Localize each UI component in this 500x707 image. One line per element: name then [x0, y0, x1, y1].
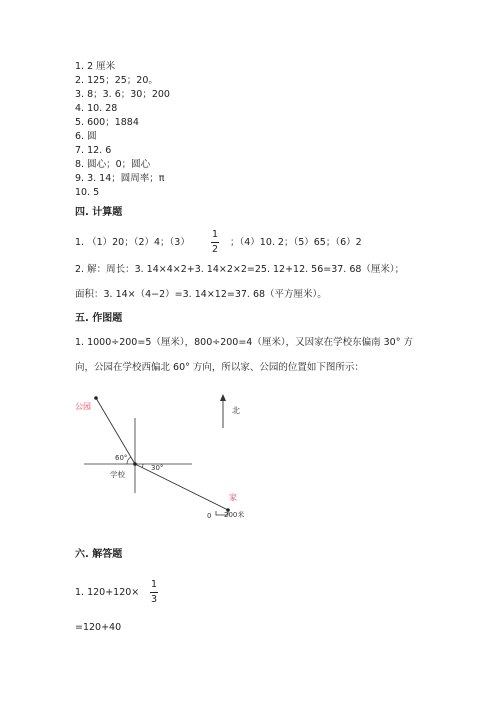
- angle-60-label: 60°: [115, 454, 128, 462]
- answer-item: 1. 2 厘米: [75, 61, 116, 72]
- answer-item: 5. 600；1884: [75, 117, 139, 128]
- solve-q1-fraction: [150, 580, 158, 605]
- solve-q1-text: 1. 120+120×: [75, 587, 140, 598]
- angle-30-label: 30°: [151, 464, 164, 472]
- fraction-denominator: 2: [211, 244, 219, 255]
- calc-q2-line2: 面积：3. 14×（4−2）=3. 14×12=37. 68（平方厘米）。: [75, 289, 327, 300]
- park-label: 公园: [75, 402, 91, 411]
- location-diagram: [70, 392, 260, 532]
- school-label: 学校: [110, 470, 125, 479]
- section-5-title: 五. 作图题: [75, 313, 123, 324]
- drawing-q1-line2: 向，公园在学校西偏北 60° 方向，所以家、公园的位置如下图所示：: [75, 362, 364, 373]
- answer-item: 7. 12. 6: [75, 145, 112, 156]
- answer-item: 8. 圆心；0；圆心: [75, 159, 151, 170]
- answer-item: 2. 125；25；20。: [75, 75, 158, 86]
- section-4-title: 四. 计算题: [75, 207, 123, 218]
- fraction-numerator: 1: [150, 579, 158, 590]
- north-label: 北: [232, 406, 240, 415]
- calc-q1-part-a: 1. （1）20；（2）4；（3）: [75, 237, 190, 248]
- park-point: [94, 396, 98, 400]
- fraction-bar: [150, 592, 158, 593]
- north-arrow-head-icon: [220, 394, 226, 401]
- answer-item: 9. 3. 14；圆周率；π: [75, 173, 165, 184]
- fraction-numerator: 1: [211, 229, 219, 240]
- angle-60-arc: [127, 457, 131, 464]
- answer-item: 3. 8；3. 6；30；200: [75, 89, 170, 100]
- home-label: 家: [229, 493, 237, 502]
- scale-distance-label: 200米: [224, 511, 245, 519]
- calc-q1-part-b: ；（4）10. 2；（5）65；（6）2: [230, 237, 362, 248]
- answer-item: 6. 圆: [75, 131, 97, 142]
- section-6-title: 六. 解答题: [75, 549, 123, 560]
- fraction-denominator: 3: [150, 594, 158, 605]
- scale-zero-label: 0: [207, 512, 212, 520]
- answer-item: 4. 10. 28: [75, 103, 118, 114]
- answer-item: 10. 5: [75, 187, 100, 198]
- solve-q1-line2: =120+40: [75, 622, 122, 633]
- school-to-home-line: [135, 464, 228, 510]
- calc-q2-line1: 2. 解：周长：3. 14×4×2+3. 14×2×2=25. 12+12. 56=37. 68（厘米）；: [75, 264, 405, 275]
- school-point: [133, 462, 137, 466]
- drawing-q1-line1: 1. 1000÷200=5（厘米），800÷200=4（厘米），又因家在学校东偏南 30° 方: [75, 337, 413, 348]
- fraction-bar: [211, 242, 219, 243]
- calc-q1-fraction: [211, 230, 219, 255]
